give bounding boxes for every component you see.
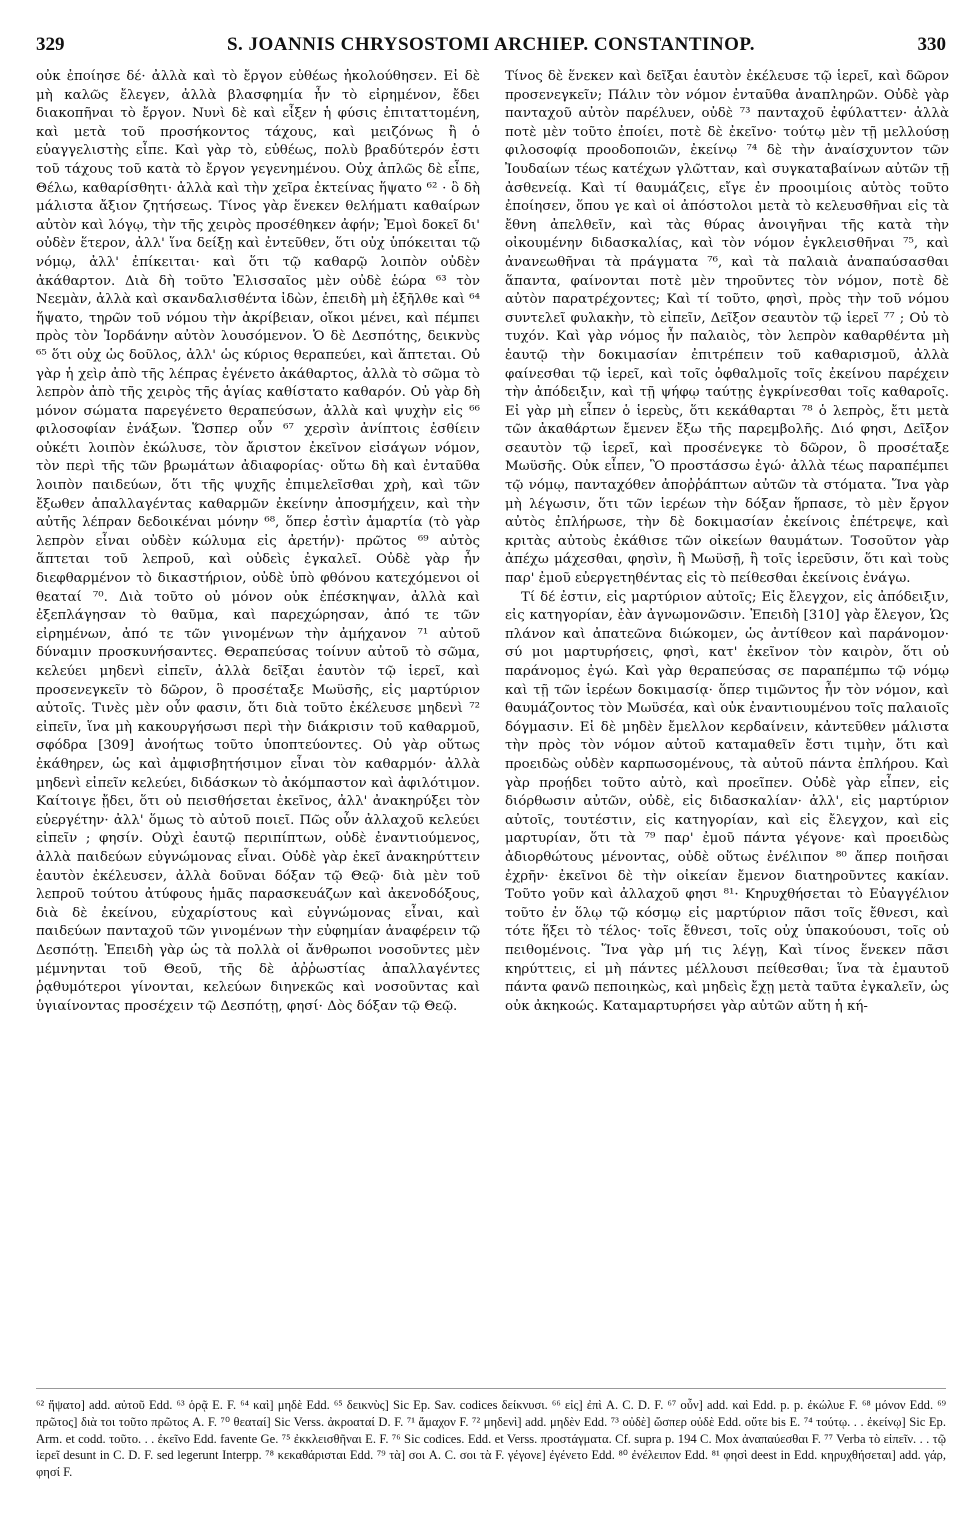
right-page-number: 330	[917, 34, 946, 55]
left-page-number: 329	[36, 34, 65, 55]
right-paragraph-1: Τίνος δὲ ἕνεκεν καὶ δεῖξαι ἑαυτὸν ἐκέλευσε τῷ ἱερεῖ, καὶ δῶρον προσενεγκεῖν; Πάλιν τὸν νόμον ἐνταῦθα ἀναπληρῶν. Οὐδὲ γὰρ πανταχοῦ αὐτὸν παρέλυεν, οὐδὲ ⁷³ πανταχοῦ ἐφύλαττεν· ἀλλὰ ποτὲ μὲν τοῦτο ἐποίει, ποτὲ δὲ ἐκεῖνο· τούτῳ μὲν τῇ μελλούσῃ φιλοσοφίᾳ προοδοποιῶν, ἐκείνῳ ⁷⁴ δὲ τὴν ἀναίσχυντον τῶν Ἰουδαίων τέως κατέχων γλῶτταν, καὶ συγκαταβαίνων αὐτῶν τῇ ἀσθενείᾳ. Καὶ τί θαυμάζεις, εἴγε ἐν προοιμίοις αὐτὸς τοῦτο ἐποίησεν, ὅπου γε καὶ οἱ ἀπόστολοι μετὰ τὸ κελευσθῆναι εἰς τὰ ἔθνη ἀπελθεῖν, καὶ τὰς θύρας ἀνοιγῆναι τῆς κατὰ τὴν οἰκουμένην διδασκαλίας, καὶ τὸν νόμον ἐγκλεισθῆναι ⁷⁵, καὶ ἀνανεωθῆναι τὰ πράγματα ⁷⁶, καὶ τὰ παλαιὰ ἀναπαύσασθαι ἅπαντα, φαίνονται ποτὲ μὲν τηροῦντες τὸν νόμον, ποτὲ δὲ αὐτὸν παρατρέχοντες; Καὶ τί τοῦτο, φησὶ, πρὸς τὴν τοῦ νόμου συντελεῖ φυλακὴν, τὸ εἰπεῖν, Δεῖξον σεαυτὸν τῷ ἱερεῖ ⁷⁷ ; Οὐ τὸ τυχόν. Καὶ γὰρ νόμος ἦν παλαιὸς, τὸν λεπρὸν καθαρθέντα μὴ ἑαυτῷ τὴν δοκιμασίαν ἐπιτρέπειν τοῦ καθαρισμοῦ, ἀλλὰ φαίνεσθαι τῷ ἱερεῖ, καὶ τοῖς ὀφθαλμοῖς τοῖς ἐκείνου παρέχειν τὴν ἀπόδειξιν, καὶ τῇ ψήφῳ ταύτῃς ἐγκρίνεσθαι τοῖς καθαροῖς. Εἰ γὰρ μὴ εἶπεν ὁ ἱερεὺς, ὅτι κεκάθαρται ⁷⁸ ὁ λεπρὸς, ἔτι μετὰ τῶν ἀκαθάρτων ἔμενεν ἔξω τῆς παρεμβολῆς. Διό φησι, Δεῖξον σεαυτὸν τῷ ἱερεῖ, καὶ προσένεγκε τὸ δῶρον, ὃ προσέταξε Μωϋσῆς. Οὐκ εἶπεν, Ὃ προστάσσω ἐγώ· ἀλλὰ τέως παραπέμπει τῷ νόμῳ, πανταχόθεν ἀποῤῥάπτων αὐτῶν τὰ στόματα. Ἵνα γὰρ μὴ λέγωσιν, ὅτι τῶν ἱερέων τὴν δόξαν ἥρπασε, τὸ μὲν ἔργον αὐτὸς ἐπλήρωσε, τὴν δὲ δοκιμασίαν ἐκείνοις ἐπέτρεψε, καὶ κριτὰς αὐτοὺς ἐκάθισε τῶν οἰκείων θαυμάτων. Τοσοῦτον γὰρ ἀπέχω μάχεσθαι, φησὶν, ἢ Μωϋσῇ, ἢ τοῖς ἱερεῦσιν, ὅτι καὶ τοὺς παρ' ἐμοῦ εὐεργετηθέντας εἰς τὸ πείθεσθαι ἐκείνοις ἐνάγω.	[505, 69, 949, 587]
right-paragraph-2: Τί δέ ἐστιν, εἰς μαρτύριον αὐτοῖς; Εἰς ἔλεγχον, εἰς ἀπόδειξιν, εἰς κατηγορίαν, ἐὰν ἀγνωμονῶσιν. Ἐπειδὴ [310] γὰρ ἔλεγον, Ὡς πλάνον καὶ ἀπατεῶνα διώκομεν, ὡς ἀντίθεον καὶ παράνομον· σύ μοι μαρτυρήσεις, φησὶ, κατ' ἐκεῖνον τὸν καιρὸν, ὅτι οὐ παράνομος ἐγώ. Καὶ γὰρ θεραπεύσας σε παραπέμπω τῷ νόμῳ καὶ τῇ τῶν ἱερέων δοκιμασίᾳ· ὅπερ τιμῶντος ἦν τὸν νόμον, καὶ θαυμάζοντος τὸν Μωϋσέα, καὶ οὐκ ἐναντιουμένου τοῖς παλαιοῖς δόγμασιν. Εἰ δὲ μηδὲν ἔμελλον κερδαίνειν, κἀντεῦθεν μάλιστα τὴν πρὸς τὸν νόμον αὐτοῦ καταμαθεῖν ἔστι τιμὴν, ὅτι καὶ προειδὼς οὐδὲν καρπωσομένους, τὰ αὐτοῦ πάντα ἐπλήρου. Καὶ γὰρ προῄδει τοῦτο αὐτὸ, καὶ προεῖπεν. Οὐδὲ γὰρ εἶπεν, εἰς διόρθωσιν αὐτῶν, οὐδὲ, εἰς διδασκαλίαν· ἀλλ', εἰς μαρτύριον αὐτοῖς, τουτέστιν, εἰς κατηγορίαν, καὶ εἰς ἔλεγχον, καὶ εἰς μαρτυρίαν, ὅτι τὰ ⁷⁹ παρ' ἐμοῦ πάντα γέγονε· καὶ προειδὼς ἀδιορθώτους μένοντας, οὐδὲ οὕτως ἐνέλιπον ⁸⁰ ἅπερ ποιῆσαι ἐχρῆν· ἐκεῖνοι δὲ τὴν οἰκείαν ἔμενον διατηροῦντες κακίαν. Τοῦτο γοῦν καὶ ἀλλαχοῦ φησι ⁸¹· Κηρυχθήσεται τὸ Εὐαγγέλιον τοῦτο ἐν ὅλῳ τῷ κόσμῳ εἰς μαρτύριον πᾶσι τοῖς ἔθνεσι, καὶ τότε ἥξει τὸ τέλος· τοῖς ἔθνεσι, τοῖς οὐχ ὑπακούουσι, τοῖς οὐ πειθομένοις. Ἵνα γὰρ μή τις λέγῃ, Καὶ τίνος ἕνεκεν πᾶσι κηρύττεις, εἰ μὴ πάντες μέλλουσι πείθεσθαι; ἵνα τὰ ἐμαυτοῦ πάντα φανῶ πεποιηκὼς, καὶ μηδεὶς ἔχῃ μετὰ ταῦτα ἐγκαλεῖν, ὡς οὐκ ἀκηκοώς. Καταμαρτυρήσει γὰρ αὐτῶν αὕτη ἡ κή-	[505, 589, 949, 1014]
right-column	[505, 68, 949, 1378]
running-title: S. JOANNIS CHRYSOSTOMI ARCHIEP. CONSTANTINOP.	[226, 34, 756, 55]
left-column	[36, 68, 480, 1378]
running-header	[36, 34, 946, 62]
footnotes: ⁶² ἥψατο] add. αὐτοῦ Edd. ⁶³ ὁρᾷ E. F. ⁶⁴ καὶ] μηδὲ Edd. ⁶⁵ δεικνὺς] Sic Ep. Sav. codices δείκνυσι. ⁶⁶ εἰς] ἐπὶ A. C. D. F. ⁶⁷ οὖν] add. καὶ Edd. p. p. ἐκώλυε F. ⁶⁸ μόνον Edd. ⁶⁹ πρῶτος] διὰ τοι τοῦτο πρῶτος A. F. ⁷⁰ θεαταί] Sic Verss. ἀκροαταί D. F. ⁷¹ ἄμαχον F. ⁷² μηδενὶ] add. μηδὲν Edd. ⁷³ οὐδὲ] ὥσπερ οὐδὲ Edd. οὔτε bis E. ⁷⁴ τούτῳ. . . ἐκείνῳ] Sic Ep. Arm. et codd. τοῦτο. . . ἐκεῖνο Edd. favente Ge. ⁷⁵ ἐκκλεισθῆναι E. F. ⁷⁶ Sic codices. Edd. et Verss. προστάγματα. Cf. supra p. 194 C. Mox ἀναπαύεσθαι F. ⁷⁷ Verba τὸ εἰπεῖν. . . τῷ ἱερεῖ desunt in C. D. F. sed legerunt Interpp. ⁷⁸ κεκαθάρισται Edd. ⁷⁹ τὰ] σοι A. C. σοι τὰ F. γέγονε] ἐγένετο Edd. ⁸⁰ ἐνέλειπον Edd. ⁸¹ φησὶ deest in Edd. κηρυχθήσεται] add. γάρ, φησί F.	[36, 1388, 946, 1537]
left-paragraph-1: οὐκ ἐποίησε δέ· ἀλλὰ καὶ τὸ ἔργον εὐθέως ἠκολούθησεν. Εἰ δὲ μὴ καλῶς ἔλεγεν, ἀλλὰ βλασφημία ἦν τὸ εἰρημένον, ἔδει διακοπῆναι τὸ ἔργον. Νυνὶ δὲ καὶ εἶξεν ἡ φύσις ἐπιταττομένη, καὶ μετὰ τοῦ προσήκοντος τάχους, καὶ μειζόνως ἢ ὁ εὐαγγελιστὴς εἶπε. Καὶ γὰρ τὸ, εὐθέως, πολὺ βραδύτερόν ἐστι τοῦ τάχους τοῦ κατὰ τὸ ἔργον γεγενημένου. Οὐχ ἁπλῶς δὲ εἶπε, Θέλω, καθαρίσθητι· ἀλλὰ καὶ τὴν χεῖρα ἐκτείνας ἥψατο ⁶² · ὃ δὴ μάλιστα ἄξιον ζητήσεως. Τίνος γὰρ ἕνεκεν θελήματι καθαίρων αὐτὸν καὶ λόγῳ, τὴν τῆς χειρὸς προσέθηκεν ἀφήν; Ἐμοὶ δοκεῖ δι' οὐδὲν ἕτερον, ἀλλ' ἵνα δείξῃ καὶ ἐντεῦθεν, ὅτι οὐχ ὑπόκειται τῷ νόμῳ, ἀλλ' ἐπίκειται· καὶ ὅτι τῷ καθαρῷ λοιπὸν οὐδὲν ἀκάθαρτον. Διὰ δὴ τοῦτο Ἐλισσαῖος μὲν οὐδὲ ἑώρα ⁶³ τὸν Νεεμὰν, ἀλλὰ καὶ σκανδαλισθέντα ἰδὼν, ἐπειδὴ μὴ ἐξῆλθε καὶ ⁶⁴ ἥψατο, τηρῶν τοῦ νόμου τὴν ἀκρίβειαν, οἴκοι μένει, καὶ πέμπει πρὸς τὸν Ἰορδάνην αὐτὸν λουσόμενον. Ὁ δὲ Δεσπότης, δεικνὺς ⁶⁵ ὅτι οὐχ ὡς δοῦλος, ἀλλ' ὡς κύριος θεραπεύει, καὶ ἅπτεται. Οὐ γὰρ ἡ χεὶρ ἀπὸ τῆς λέπρας ἐγένετο ἀκάθαρτος, ἀλλὰ τὸ σῶμα τὸ λεπρὸν ἀπὸ τῆς χειρὸς τῆς ἁγίας καθίστατο καθαρόν. Οὐ γὰρ δὴ μόνον σώματα παρεγένετο θεραπεύσων, ἀλλὰ καὶ ψυχὴν εἰς ⁶⁶ φιλοσοφίαν ἐνάξων. Ὥσπερ οὖν ⁶⁷ χερσὶν ἀνίπτοις ἐσθίειν οὐκέτι λοιπὸν ἐκώλυσε, τὸν ἄριστον ἐκεῖνον εἰσάγων νόμον, τὸν περὶ τῆς τῶν βρωμάτων ἀδιαφορίας· οὕτω δὴ καὶ ἐνταῦθα λοιπὸν παιδεύων, ὅτι τῆς ψυχῆς ἐπιμελεῖσθαι χρὴ, καὶ τῶν ἔξωθεν ἀπαλλαγέντας καθαρμῶν ἐκείνην ἀποσμήχειν, καὶ τὴν αὐτῆς λέπραν δεδοικέναι μόνην ⁶⁸, ὅπερ ἐστὶν ἁμαρτία (τὸ γὰρ λεπρὸν εἶναι οὐδὲν κώλυμα εἰς ἀρετήν)· πρῶτος ⁶⁹ αὐτὸς ἅπτεται τοῦ λεπροῦ, καὶ οὐδεὶς ἐγκαλεῖ. Οὐδὲ γὰρ ἦν διεφθαρμένον τὸ δικαστήριον, οὐδὲ ὑπὸ φθόνου κατεχόμενοι οἱ θεαταί ⁷⁰. Διὰ τοῦτο οὐ μόνον οὐκ ἐπέσκηψαν, ἀλλὰ καὶ ἐξεπλάγησαν τὸ θαῦμα, καὶ παρεχώρησαν, ἀπό τε τῶν εἰρημένων, ἀπό τε τῶν γινομένων τὴν ἀμήχανον ⁷¹ αὐτοῦ δύναμιν προσκυνήσαντες. Θεραπεύσας τοίνυν αὐτοῦ τὸ σῶμα, κελεύει μηδενὶ εἰπεῖν, ἀλλὰ δεῖξαι ἑαυτὸν τῷ ἱερεῖ, καὶ προσενεγκεῖν τὸ δῶρον, ὃ προσέταξε Μωϋσῆς, εἰς μαρτύριον αὐτοῖς. Τινὲς μὲν οὖν φασιν, ὅτι διὰ τοῦτο ἐκέλευσε μηδενὶ ⁷² εἰπεῖν, ἵνα μὴ κακουργήσωσι περὶ τὴν διάκρισιν τοῦ καθαρμοῦ, σφόδρα [309] ἀνοήτως τοῦτο ὑποπτεύοντες. Οὐ γὰρ οὕτως ἐκάθηρεν, ὡς καὶ ἀμφισβητήσιμον εἶναι τὸν καθαρμόν· ἀλλὰ μηδενὶ εἰπεῖν κελεύει, διδάσκων τὸ ἀκόμπαστον καὶ ἀφιλότιμον. Καίτοιγε ᾔδει, ὅτι οὐ πεισθήσεται ἐκεῖνος, ἀλλ' ἀνακηρύξει τὸν εὐεργέτην· ἀλλ' ὅμως τὸ αὐτοῦ ποιεῖ. Πῶς οὖν ἀλλαχοῦ κελεύει εἰπεῖν ; φησίν. Οὐχὶ ἑαυτῷ περιπίπτων, οὐδὲ ἐναντιούμενος, ἀλλὰ παιδεύων εὐγνώμονας εἶναι. Οὐδὲ γὰρ ἐκεῖ ἀνακηρύττειν ἑαυτὸν ἐκέλευσεν, ἀλλὰ δοῦναι δόξαν τῷ Θεῷ· διὰ μὲν τοῦ λεπροῦ τούτου ἀτύφους ἡμᾶς παρασκευάζων καὶ ἀκενοδόξους, διὰ δὲ ἐκείνου, εὐχαρίστους καὶ εὐγνώμονας εἶναι, καὶ παιδεύων πανταχοῦ τῶν γινομένων τὴν εὐφημίαν ἀναφέρειν τῷ Δεσπότῃ. Ἐπειδὴ γὰρ ὡς τὰ πολλὰ οἱ ἄνθρωποι νοσοῦντες μὲν μέμνηνται τοῦ Θεοῦ, τῆς δὲ ἀῤῥωστίας ἀπαλλαγέντες ῥᾳθυμότεροι γίνονται, κελεύων διηνεκῶς καὶ νοσοῦντας καὶ ὑγιαίνοντας προσέχειν τῷ Δεσπότῃ, φησί· Δὸς δόξαν τῷ Θεῷ.	[36, 69, 480, 1014]
